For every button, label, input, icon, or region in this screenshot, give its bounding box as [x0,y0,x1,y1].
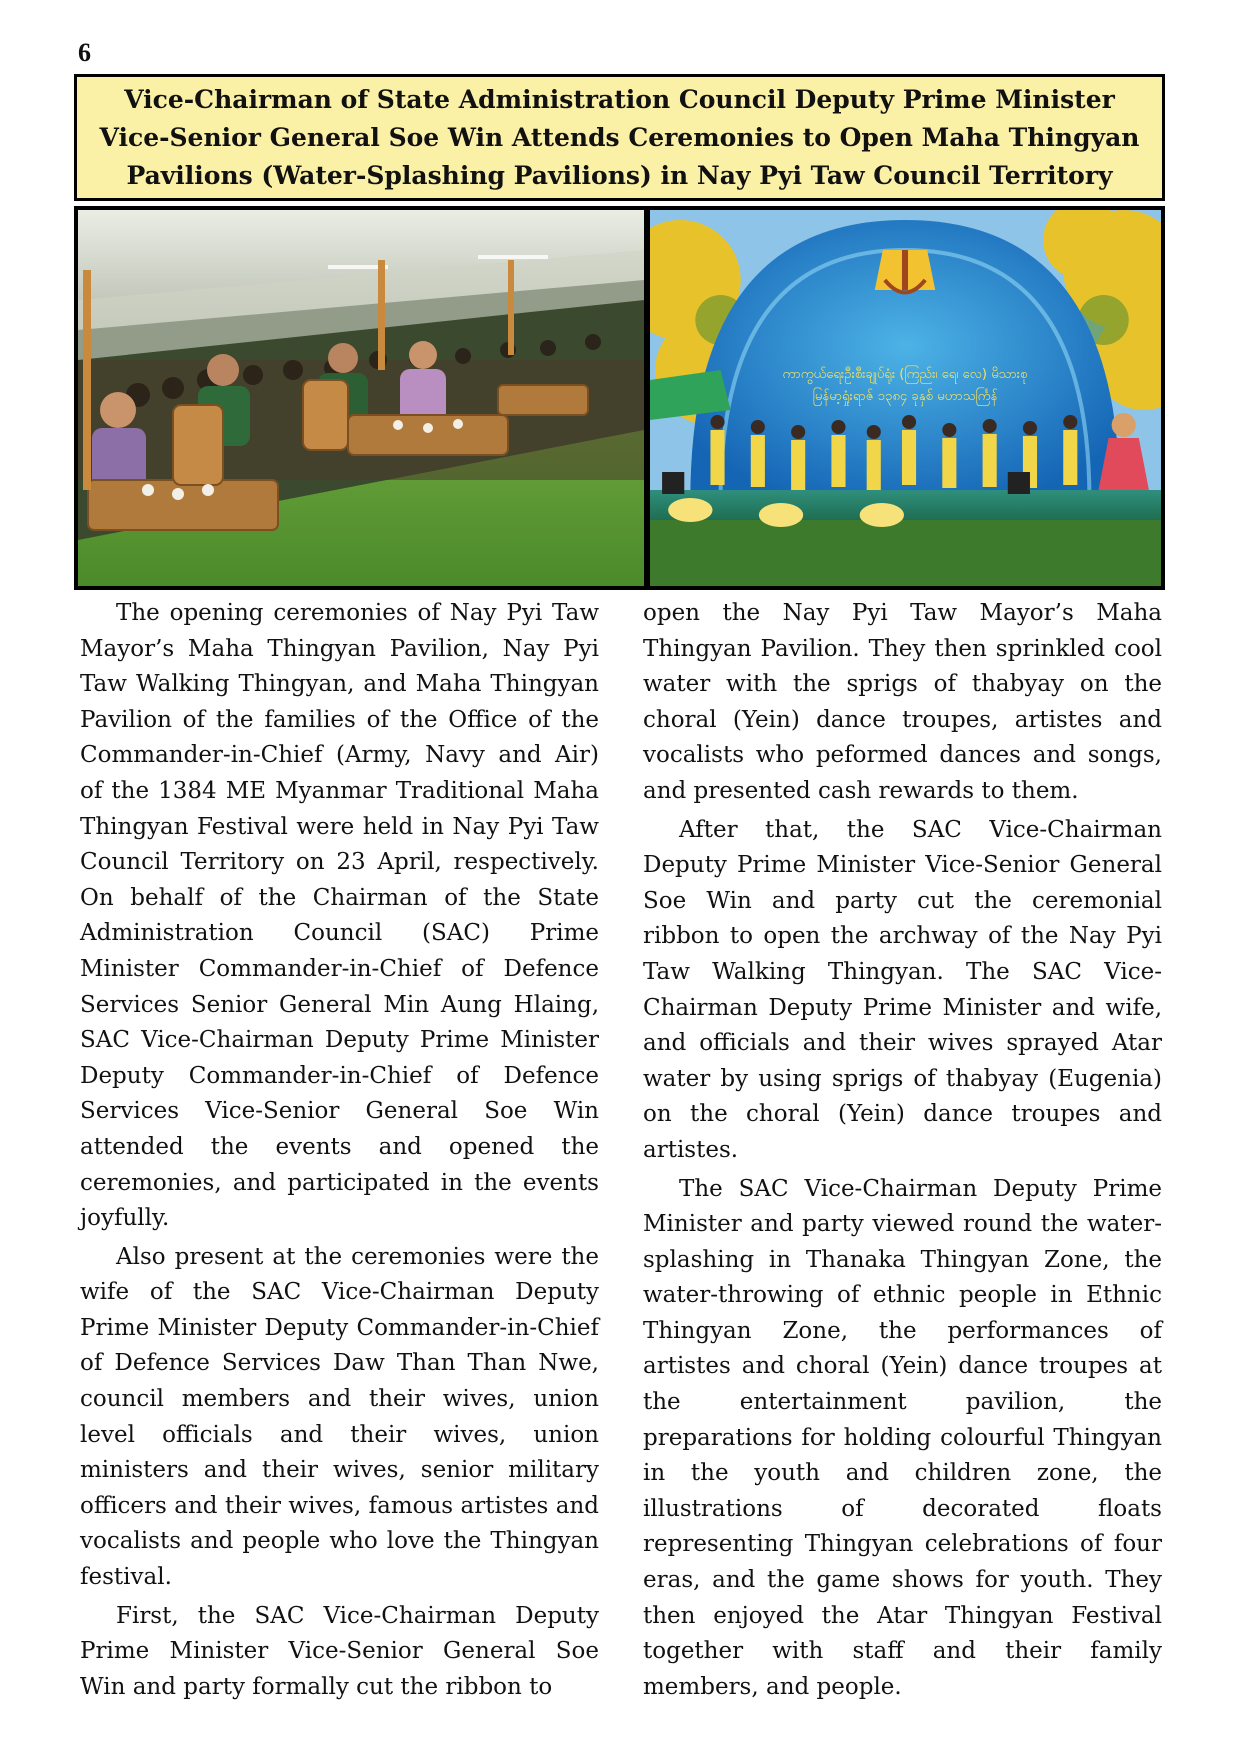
photo-strip [74,206,1165,590]
photo-dancers-illustration [650,210,1161,586]
article-column-right [643,596,1162,1708]
paragraph: After that, the SAC Vice-Chairman Deputy Prime Minister Vice-Senior General Soe Win and party cut the ceremonial ribbon to open the archway of the Nay Pyi Taw Walking Thingyan. The SAC Vice-Chairman Deputy Prime Minister and wife, and officials and their wives sprayed Atar water by using sprigs of thabyay (Eugenia) on the choral (Yein) dance troupes and artistes. [643,816,1162,1163]
photo-dancers-stage [650,210,1161,586]
headline-box [74,74,1165,201]
paragraph: Also present at the ceremonies were the wife of the SAC Vice-Chairman Deputy Prime Minister Deputy Commander-in-Chief of Defence Services Daw Than Than Nwe, council members and their wives, union level officials and their wives, union ministers and their wives, senior military officers and their wives, famous artistes and vocalists and people who love the Thingyan festival. [80,1243,599,1591]
paragraph: First, the SAC Vice-Chairman Deputy Prime Minister Vice-Senior General Soe Win and party formally cut the ribbon to [80,1602,599,1700]
photo-guests-pavilion [78,210,644,586]
headline: Vice-Chairman of State Administration Council Deputy Prime Minister Vice-Senior General Soe Win Attends Ceremonies to Open Maha Thingyan Pavilions (Water-Splashing Pavilions) in Nay Pyi Taw Council Territory [99,84,1140,190]
banner-line-2: မြန်မာ့ရှုံးရာဇ် ၁၃၈၄ ခုနှစ် မဟာသင်္ကြန် [812,389,998,404]
paragraph-continued: open the Nay Pyi Taw Mayor’s Maha Thingyan Pavilion. They then sprinkled cool water with the sprigs of thabyay on the choral (Yein) dance troupes, artistes and vocalists who peformed dances and songs, and presented cash rewards to them. [643,600,1162,804]
banner-line-1: ကာကွယ်ရေးဦးစီးချုပ်ရုံး (ကြည်း၊ ရေ၊ လေ) မိသားစု [782,367,1028,382]
paragraph: The opening ceremonies of Nay Pyi Taw Mayor’s Maha Thingyan Pavilion, Nay Pyi Taw Walking Thingyan, and Maha Thingyan Pavilion of the families of the Office of the Commander-in-Chief (Army, Navy and Air) of the 1384 ME Myanmar Traditional Maha Thingyan Festival were held in Nay Pyi Taw Council Territory on 23 April, respectively. On behalf of the Chairman of the State Administration Council (SAC) Prime Minister Commander-in-Chief of Defence Services Senior General Min Aung Hlaing, SAC Vice-Chairman Deputy Prime Minister Deputy Commander-in-Chief of Defence Services Vice-Senior General Soe Win attended the events and opened the ceremonies, and participated in the events joyfully. [80,600,599,1232]
paragraph: The SAC Vice-Chairman Deputy Prime Minister and party viewed round the water-splashing in Thanaka Thingyan Zone, the water-throwing of ethnic people in Ethnic Thingyan Zone, the performances of artistes and choral (Yein) dance troupes at the entertainment pavilion, the preparations for holding colourful Thingyan in the youth and children zone, the illustrations of decorated floats representing Thingyan celebrations of four eras, and the game shows for youth. They then enjoyed the Atar Thingyan Festival together with staff and their family members, and people. [643,1175,1162,1700]
article-column-left [80,596,599,1708]
photo-guests-illustration [78,210,644,586]
article-body [80,596,1162,1708]
page-number: 6 [78,38,91,67]
